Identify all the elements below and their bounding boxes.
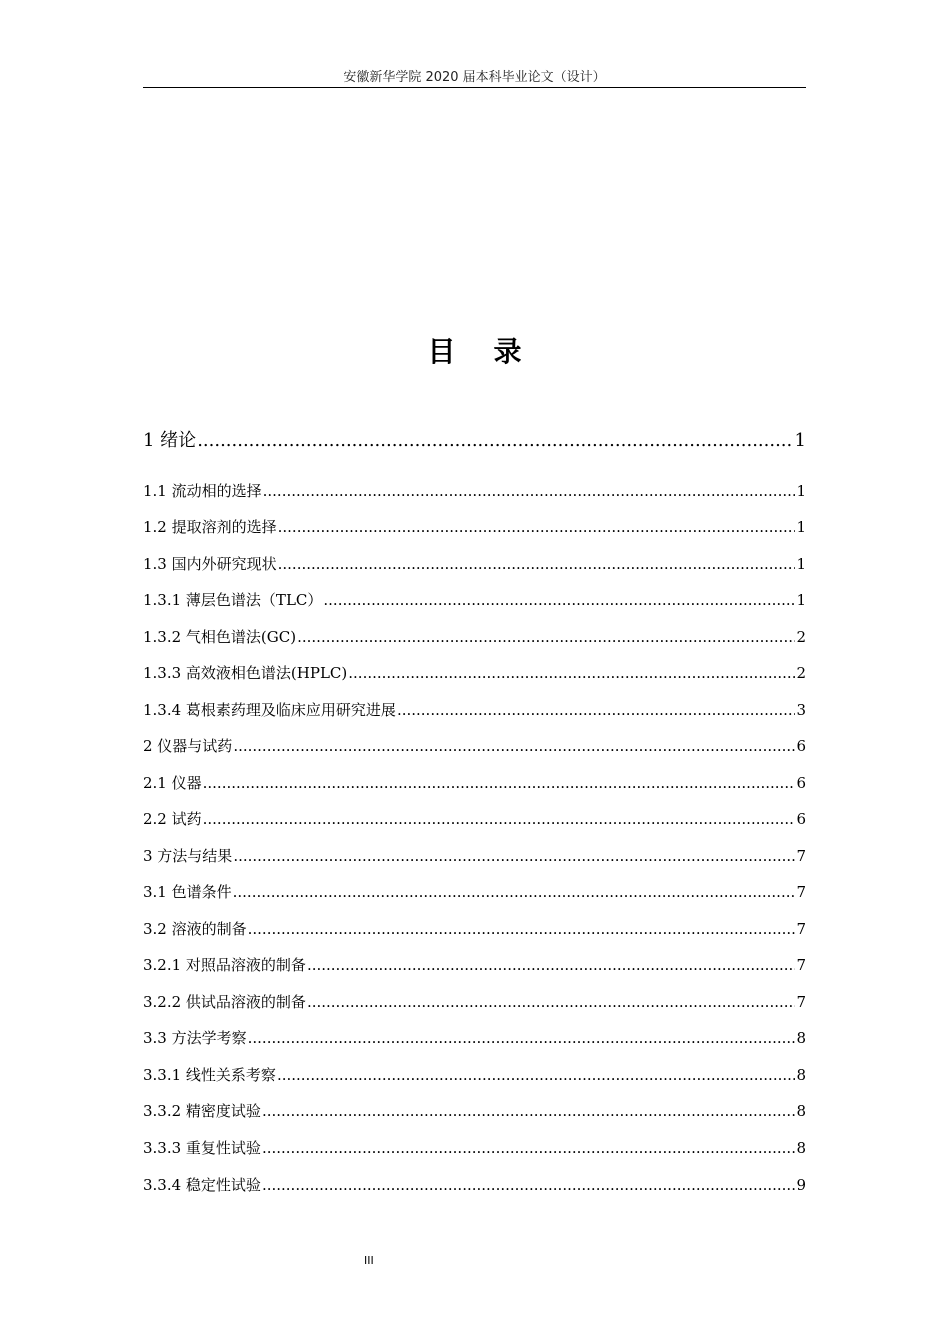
toc-entry-page: 6 (796, 737, 806, 755)
toc-entry-label: 1.1 流动相的选择 (143, 482, 262, 500)
dot-leader (262, 1176, 796, 1194)
toc-title: 目录 (427, 335, 560, 368)
toc-entry-label: 1.3.4 葛根素药理及临床应用研究进展 (143, 701, 396, 719)
toc-entry[interactable] (143, 1174, 806, 1195)
toc-entry-label: 2 仪器与试药 (143, 737, 233, 755)
toc-entry[interactable] (143, 772, 806, 793)
toc-entry-page: 7 (796, 883, 806, 901)
toc-entry-label: 1.3 国内外研究现状 (143, 555, 277, 573)
header-rule (143, 87, 806, 88)
toc-entry-label: 3.3.4 稳定性试验 (143, 1176, 261, 1194)
toc-entry-label: 3 方法与结果 (143, 847, 233, 865)
toc-entry-label: 1.3.2 气相色谱法(GC) (143, 628, 297, 646)
toc-entry-page: 8 (796, 1139, 806, 1157)
toc-entry-page: 1 (794, 430, 806, 451)
toc-entry-label: 2.1 仪器 (143, 774, 202, 792)
dot-leader (277, 1066, 796, 1084)
dot-leader (348, 664, 795, 682)
toc-entry-label: 1.2 提取溶剂的选择 (143, 518, 277, 536)
toc-entry[interactable] (143, 954, 806, 975)
toc-entry-page: 2 (796, 664, 806, 682)
toc-entry-label: 3.2 溶液的制备 (143, 920, 247, 938)
toc-entry-page: 7 (796, 993, 806, 1011)
toc-entry[interactable] (143, 808, 806, 829)
toc-entry-label: 1.3.1 薄层色谱法（TLC） (143, 591, 323, 609)
toc-entry-label: 3.3.3 重复性试验 (143, 1139, 261, 1157)
toc-entry[interactable] (143, 881, 806, 902)
toc-entry-page: 8 (796, 1029, 806, 1047)
toc-entry-page: 6 (796, 810, 806, 828)
toc-entry[interactable] (143, 845, 806, 866)
dot-leader (297, 628, 795, 646)
toc-entry-page: 8 (796, 1066, 806, 1084)
toc-entry[interactable] (143, 918, 806, 939)
toc-entry-page: 6 (796, 774, 806, 792)
dot-leader (233, 737, 795, 755)
dot-leader (397, 701, 796, 719)
toc-entry-label: 3.3.2 精密度试验 (143, 1102, 261, 1120)
dot-leader (307, 993, 796, 1011)
toc-entry-label: 3.2.1 对照品溶液的制备 (143, 956, 306, 974)
toc-entry[interactable] (143, 1064, 806, 1085)
toc-entry-page: 1 (796, 555, 806, 573)
toc-entry-label: 3.1 色谱条件 (143, 883, 232, 901)
toc-entry[interactable] (143, 991, 806, 1012)
dot-leader (203, 810, 796, 828)
toc-entry[interactable] (143, 480, 806, 501)
toc-entry-page: 7 (796, 847, 806, 865)
toc-entry[interactable] (143, 662, 806, 683)
toc-entry[interactable] (143, 1100, 806, 1121)
toc-entry-label: 3.3.1 线性关系考察 (143, 1066, 276, 1084)
toc-entry[interactable] (143, 516, 806, 537)
toc-entry[interactable] (143, 735, 806, 756)
dot-leader (278, 518, 796, 536)
dot-leader (307, 956, 796, 974)
dot-leader (203, 774, 796, 792)
dot-leader (262, 1139, 796, 1157)
toc-entry[interactable] (143, 589, 806, 610)
toc-entry-label: 1.3.3 高效液相色谱法(HPLC) (143, 664, 348, 682)
toc-entry-label: 3.3 方法学考察 (143, 1029, 247, 1047)
toc-entry[interactable] (143, 1137, 806, 1158)
toc-entry-page: 1 (796, 518, 806, 536)
toc-entry-page: 7 (796, 920, 806, 938)
dot-leader (233, 847, 795, 865)
toc-entry[interactable] (143, 1027, 806, 1048)
toc-entry[interactable] (143, 626, 806, 647)
toc-entry[interactable] (143, 553, 806, 574)
toc-entry-label: 2.2 试药 (143, 810, 202, 828)
toc-entry-page: 7 (796, 956, 806, 974)
dot-leader (323, 591, 795, 609)
dot-leader (233, 883, 796, 901)
running-header: 安徽新华学院 2020 届本科毕业论文（设计） (343, 70, 606, 85)
toc-entry[interactable] (143, 426, 806, 452)
toc-entry-page: 2 (796, 628, 806, 646)
dot-leader (248, 1029, 796, 1047)
page-number: III (364, 1254, 374, 1267)
toc-entry-page: 9 (796, 1176, 806, 1194)
dot-leader (248, 920, 796, 938)
dot-leader (262, 1102, 796, 1120)
toc-entry-page: 1 (796, 482, 806, 500)
dot-leader (197, 430, 793, 451)
toc-entry-label: 1 绪论 (143, 430, 197, 451)
toc-entry-page: 8 (796, 1102, 806, 1120)
toc-entry-label: 3.2.2 供试品溶液的制备 (143, 993, 306, 1011)
dot-leader (278, 555, 796, 573)
toc-entry-page: 1 (796, 591, 806, 609)
toc-entry[interactable] (143, 699, 806, 720)
toc-entry-page: 3 (796, 701, 806, 719)
dot-leader (263, 482, 796, 500)
